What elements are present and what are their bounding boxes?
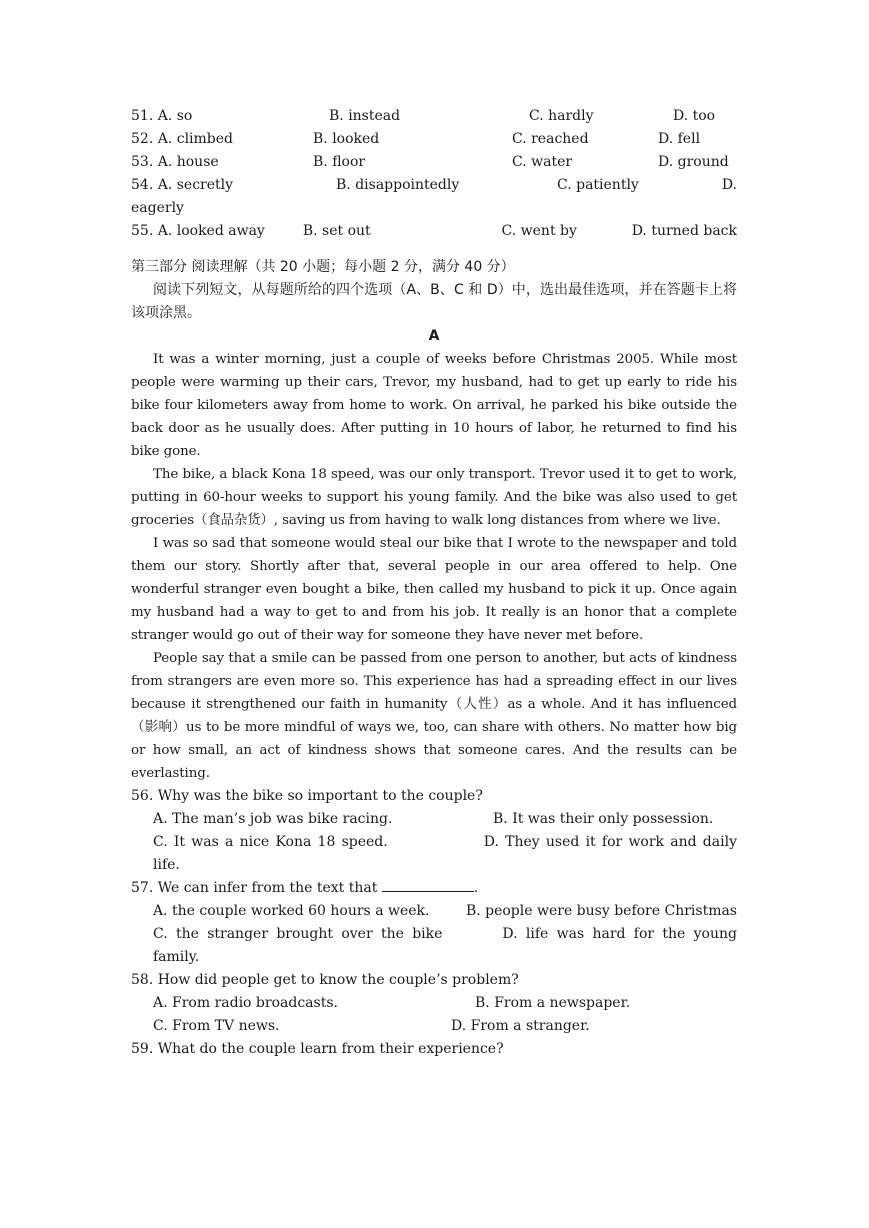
option-c: C. water — [512, 154, 573, 170]
option-c: C. went by — [501, 223, 577, 239]
option-c: C. It was a nice Kona 18 speed. — [153, 834, 388, 850]
question-58-options-cd — [131, 1015, 737, 1038]
question-58-options-ab — [131, 992, 737, 1015]
question-56-stem: 56. Why was the bike so important to the couple? — [131, 788, 483, 804]
option-a: A. From radio broadcasts. — [153, 995, 338, 1011]
option-b: B. disappointedly — [336, 177, 460, 193]
question-57-stem: 57. We can infer from the text that . — [131, 877, 737, 900]
option-d: D. life was hard for the young family. — [153, 926, 737, 965]
cloze-item-52 — [131, 128, 737, 151]
cloze-item-53 — [131, 151, 737, 174]
option-a: 55. A. looked away — [131, 223, 265, 239]
question-58-stem: 58. How did people get to know the couple’s problem? — [131, 972, 519, 988]
cloze-item-54 — [131, 174, 737, 197]
option-a: A. the couple worked 60 hours a week. — [153, 903, 430, 919]
question-56-options-ab — [131, 808, 737, 831]
option-d: D. too — [673, 108, 716, 124]
passage-paragraph: It was a winter morning, just a couple of weeks before Christmas 2005. While most people were warming up their cars, Trevor, my husband, had to get up early to ride his bike four kilometers away from home to work. On arrival, he parked his bike outside the back door as he usually does. After putting in 10 hours of labor, he returned to find his bike gone. — [131, 352, 737, 459]
option-a: 54. A. secretly — [131, 177, 234, 193]
option-d: D. They used it for work and daily life. — [153, 834, 737, 873]
option-b: B. floor — [313, 154, 366, 170]
passage-paragraph: I was so sad that someone would steal our bike that I wrote to the newspaper and told them our story. Shortly after that, several people in our area offered to help. One wonderful stranger even bought a bike, then called my husband to pick it up. Once again my husband had a way to get to and from his job. It really is an honor that a complete stranger would go out of their way for someone they have never met before. — [131, 536, 737, 643]
passage-paragraph: The bike, a black Kona 18 speed, was our only transport. Trevor used it to get to work, putting in 60-hour weeks to support his young family. And the bike was also used to get groceries（食品杂货）, saving us from having to walk long distances from where we live. — [131, 467, 737, 528]
option-b: B. people were busy before Christmas — [465, 903, 737, 919]
question-59-stem: 59. What do the couple learn from their experience? — [131, 1041, 504, 1057]
cloze-item-55 — [131, 220, 737, 243]
exam-page — [131, 105, 737, 1061]
option-c: C. patiently — [557, 177, 639, 193]
option-d: D. — [721, 177, 737, 193]
option-b: B. instead — [329, 108, 401, 124]
option-c: C. hardly — [529, 108, 594, 124]
option-d: D. fell — [658, 131, 701, 147]
option-b: B. It was their only possession. — [493, 811, 714, 827]
option-c: C. From TV news. — [153, 1018, 280, 1034]
section-heading: 第三部分 阅读理解（共 20 小题；每小题 2 分，满分 40 分） — [131, 259, 515, 275]
option-a: 53. A. house — [131, 154, 219, 170]
section-instruction: 阅读下列短文，从每题所给的四个选项（A、B、C 和 D）中，选出最佳选项，并在答题卡上将该项涂黑。 — [131, 282, 737, 321]
option-a: 51. A. so — [131, 108, 193, 124]
answer-blank — [382, 877, 474, 892]
option-d: D. From a stranger. — [451, 1018, 590, 1034]
passage-paragraph: People say that a smile can be passed from one person to another, but acts of kindness from strangers are even more so. This experience has had a spreading effect in our lives because it strengthened our faith in humanity（人性）as a whole. And it has influenced（影响）us to be more mindful of ways we, too, can share with others. No matter how big or how small, an act of kindness shows that someone cares. And the results can be everlasting. — [131, 651, 737, 781]
cloze-item-51 — [131, 105, 737, 128]
option-b: B. looked — [313, 131, 380, 147]
question-57-options-cd — [131, 923, 737, 969]
question-57-options-ab — [131, 900, 737, 923]
option-c: C. the stranger brought over the bike — [153, 926, 443, 942]
option-c: C. reached — [512, 131, 589, 147]
option-d: D. turned back — [631, 223, 737, 239]
option-a: 52. A. climbed — [131, 131, 234, 147]
option-a: A. The man’s job was bike racing. — [153, 811, 393, 827]
option-b: B. From a newspaper. — [475, 995, 631, 1011]
question-56-options-cd — [131, 831, 737, 877]
option-d: D. ground — [658, 154, 729, 170]
option-b: B. set out — [302, 223, 371, 239]
option-d-wrap: eagerly — [131, 200, 184, 216]
passage-title: A — [428, 328, 440, 344]
